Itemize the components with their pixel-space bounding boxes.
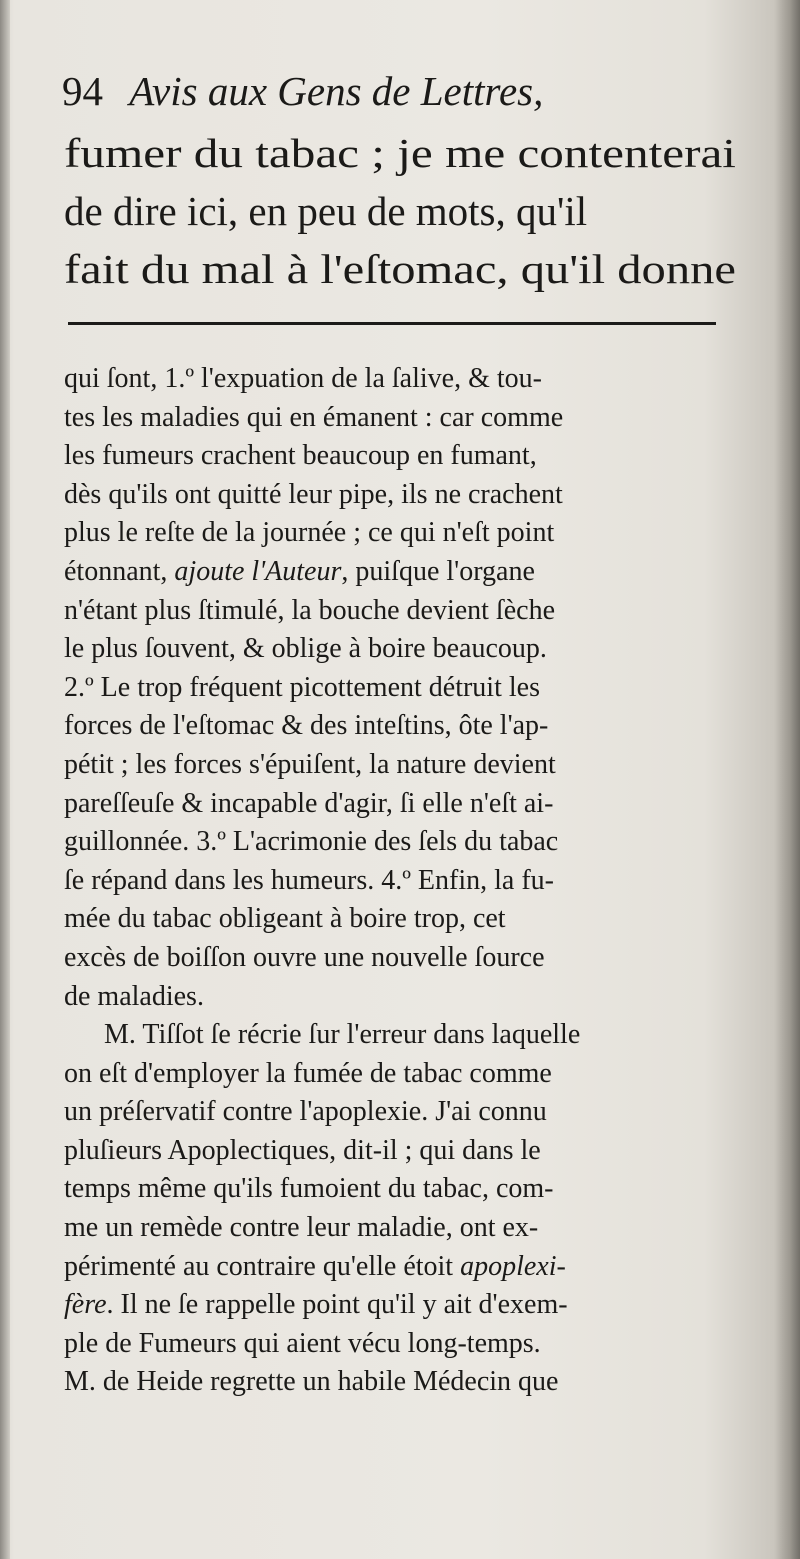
footnote-line (64, 1170, 744, 1209)
line-fit-wrapper (64, 669, 540, 708)
footnote-line (64, 399, 744, 438)
text-segment: M. Tiſſot ſe récrie ſur l'erreur dans laquelle (104, 1019, 581, 1051)
line-fit-wrapper (64, 823, 558, 862)
line-fit-wrapper (104, 1016, 580, 1055)
line-fit-wrapper (64, 1209, 538, 1248)
line-fit-wrapper (64, 592, 555, 631)
page-left-edge (0, 0, 10, 1559)
text-segment: me un remède contre leur maladie, ont ex- (64, 1212, 539, 1244)
text-segment: étonnant, (64, 555, 175, 587)
line-fit-wrapper: fait du mal à l'eſtomac, qu'il donne (64, 246, 736, 292)
line-fit-wrapper (64, 862, 554, 901)
text-segment: pétit ; les forces s'épuiſent, la nature devient (64, 748, 556, 780)
italic-text: ajoute l'Auteur (174, 555, 342, 587)
footnote-line (64, 707, 744, 746)
footnote-line (64, 437, 744, 476)
text-segment: plus le reſte de la journée ; ce qui n'eſt point (64, 517, 555, 549)
text-segment: un préſervatif contre l'apoplexie. J'ai connu (64, 1096, 547, 1128)
text-segment: M. de Heide regrette un habile Médecin que (64, 1366, 559, 1398)
text-segment: de maladies. (64, 980, 204, 1012)
text-segment: dès qu'ils ont quitté leur pipe, ils ne crachent (64, 478, 563, 510)
text-segment: . Il ne ſe rappelle point qu'il y ait d'exem- (106, 1289, 568, 1321)
italic-text: fère (64, 1289, 107, 1321)
running-title: Avis aux Gens de Lettres, (129, 68, 544, 114)
text-segment: les fumeurs crachent beaucoup en fumant, (64, 440, 537, 472)
footnote-line (64, 785, 744, 824)
page-number: 94 (62, 68, 103, 114)
line-fit-wrapper (64, 707, 548, 746)
text-segment: ſe répand dans les humeurs. 4.º Enfin, la fu- (64, 864, 554, 896)
footnote-line (64, 360, 744, 399)
line-fit-wrapper (64, 514, 554, 553)
line-fit-wrapper (64, 437, 537, 476)
footnote-line (64, 630, 744, 669)
text-segment: n'étant plus ſtimulé, la bouche devient ſèche (64, 594, 555, 626)
text-segment: guillonnée. 3.º L'acrimonie des ſels du tabac (64, 826, 559, 858)
footnote-line (64, 592, 744, 631)
line-fit-wrapper (64, 1132, 541, 1171)
line-fit-wrapper (64, 1170, 553, 1209)
line-fit-wrapper (64, 553, 535, 592)
footnote-line (64, 823, 744, 862)
line-fit-wrapper: de dire ici, en peu de mots, qu'il (64, 188, 588, 234)
line-fit-wrapper (64, 978, 204, 1017)
text-segment: temps même qu'ils fumoient du tabac, com- (64, 1173, 554, 1205)
footnote-line (64, 514, 744, 553)
main-text-line (64, 124, 736, 182)
text-segment: forces de l'eſtomac & des inteſtins, ôte l'ap- (64, 710, 549, 742)
footnote-line (64, 1209, 744, 1248)
text-segment: tes les maladies qui en émanent : car comme (64, 401, 564, 433)
text-segment: périmenté au contraire qu'elle étoit (64, 1250, 461, 1282)
line-fit-wrapper (64, 399, 563, 438)
italic-text: apoplexi- (460, 1250, 566, 1282)
text-segment: le plus ſouvent, & oblige à boire beaucoup. (64, 633, 547, 665)
text-segment: on eſt d'employer la fumée de tabac comme (64, 1057, 552, 1089)
text-segment: , puiſque l'organe (341, 555, 535, 587)
page-header (62, 66, 702, 116)
line-fit-wrapper (64, 1286, 568, 1325)
footnote-line (64, 1363, 744, 1402)
footnote-line (64, 978, 744, 1017)
footnote-line (64, 939, 744, 978)
text-segment: ple de Fumeurs qui aient vécu long-temps. (64, 1327, 541, 1359)
text-segment: excès de boiſſon ouvre une nouvelle ſource (64, 941, 545, 973)
line-fit-wrapper (64, 1248, 566, 1287)
footnote-line (64, 1248, 744, 1287)
line-fit-wrapper (64, 785, 553, 824)
footnote-line (64, 900, 744, 939)
line-fit-wrapper (64, 1325, 541, 1364)
main-text-line (64, 182, 736, 240)
footnote-line (64, 1325, 744, 1364)
text-segment: pluſieurs Apoplectiques, dit-il ; qui dans le (64, 1134, 541, 1166)
line-fit-wrapper (64, 1363, 558, 1402)
footnote-separator-rule (68, 322, 716, 325)
footnote-line (64, 1016, 744, 1055)
page-gutter-shadow (774, 0, 800, 1559)
text-segment: 2.º Le trop fréquent picottement détruit les (64, 671, 540, 703)
line-fit-wrapper: fumer du tabac ; je me contenterai (64, 130, 736, 176)
text-segment: qui ſont, 1.º l'expuation de la ſalive, & tou- (64, 363, 542, 394)
line-fit-wrapper (64, 360, 542, 399)
line-fit-wrapper (64, 1093, 547, 1132)
text-segment: mée du tabac obligeant à boire trop, cet (64, 903, 506, 935)
line-fit-wrapper (64, 746, 556, 785)
line-fit-wrapper (64, 900, 506, 939)
footnote-line (64, 862, 744, 901)
footnote-line (64, 1093, 744, 1132)
footnote-line (64, 476, 744, 515)
footnote-line (64, 1132, 744, 1171)
line-fit-wrapper (64, 630, 547, 669)
footnote-line (64, 1055, 744, 1094)
line-fit-wrapper (64, 1055, 552, 1094)
footnote-line (64, 669, 744, 708)
main-text (64, 124, 736, 298)
footnote-line (64, 553, 744, 592)
text-segment: pareſſeuſe & incapable d'agir, ſi elle n'eſt ai- (64, 787, 554, 819)
main-text-line (64, 240, 736, 298)
footnote-line (64, 1286, 744, 1325)
line-fit-wrapper (64, 939, 545, 978)
line-fit-wrapper (64, 476, 563, 515)
footnote-text (64, 360, 744, 1402)
footnote-line (64, 746, 744, 785)
